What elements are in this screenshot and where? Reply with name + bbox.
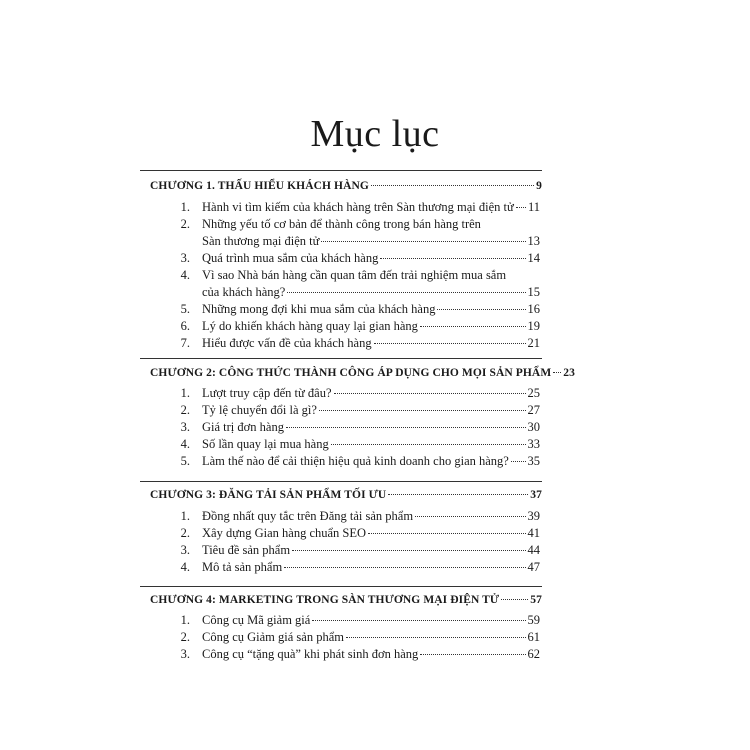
entry-page: 39	[527, 509, 540, 523]
dot-leader	[321, 241, 525, 242]
entry-number: 3.	[180, 647, 190, 661]
entry-page: 59	[527, 613, 540, 627]
entry-number: 1.	[180, 613, 190, 627]
entry-title: Tỷ lệ chuyển đổi là gì?	[202, 403, 317, 417]
chapter-page: 37	[530, 489, 542, 501]
entry-title-continued: Sàn thương mại điện tử	[202, 234, 320, 248]
entry-page: 14	[527, 251, 540, 265]
toc-entry	[170, 525, 540, 541]
chapter-divider	[140, 481, 542, 482]
toc-entry	[170, 419, 540, 435]
toc-entry	[170, 542, 540, 558]
dot-leader	[331, 444, 526, 445]
dot-leader	[553, 372, 561, 373]
chapter-divider	[140, 170, 542, 171]
chapter-page: 23	[563, 367, 575, 379]
dot-leader	[420, 654, 525, 655]
entry-page: 19	[527, 319, 540, 333]
toc-entry	[170, 318, 540, 334]
entry-number: 2.	[180, 526, 190, 540]
entry-number: 3.	[180, 251, 190, 265]
entry-page: 27	[527, 403, 540, 417]
entry-page: 16	[527, 302, 540, 316]
chapter-page: 57	[530, 594, 542, 606]
toc-entry	[170, 646, 540, 662]
chapter-divider	[140, 358, 542, 359]
entry-title: Làm thế nào để cải thiện hiệu quả kinh doanh cho gian hàng?	[202, 454, 509, 468]
toc-entry	[170, 301, 540, 317]
dot-leader	[516, 207, 526, 208]
entry-number: 4.	[180, 560, 190, 574]
entry-number: 2.	[180, 630, 190, 644]
entry-title: Số lần quay lại mua hàng	[202, 437, 329, 451]
dot-leader	[287, 292, 525, 293]
entry-page: 11	[527, 200, 540, 214]
dot-leader	[371, 185, 534, 186]
toc-entry	[170, 216, 540, 232]
dot-leader	[380, 258, 525, 259]
toc-entry	[170, 508, 540, 524]
toc-entry-continuation	[170, 284, 540, 300]
entry-title: Công cụ “tặng quà” khi phát sinh đơn hàng	[202, 647, 419, 661]
entry-number: 1.	[180, 200, 190, 214]
entry-title: Lý do khiến khách hàng quay lại gian hàng	[202, 319, 418, 333]
dot-leader	[334, 393, 526, 394]
entry-title: Hành vi tìm kiếm của khách hàng trên Sàn thương mại điện tử	[202, 200, 514, 214]
entry-page: 30	[527, 420, 540, 434]
entry-title: Đồng nhất quy tắc trên Đăng tải sản phẩm	[202, 509, 414, 523]
entry-page: 33	[527, 437, 540, 451]
entry-title: Hiểu được vấn đề của khách hàng	[202, 336, 372, 350]
dot-leader	[368, 533, 525, 534]
entry-page: 47	[527, 560, 540, 574]
entry-title: Những mong đợi khi mua sắm của khách hàng	[202, 302, 436, 316]
toc-entry	[170, 453, 540, 469]
page-title: Mục lục	[310, 113, 440, 155]
entry-number: 3.	[180, 420, 190, 434]
toc-entry	[170, 267, 540, 283]
toc-entry	[170, 199, 540, 215]
entry-title: Mô tả sản phẩm	[202, 560, 283, 574]
entry-title: Vì sao Nhà bán hàng cần quan tâm đến trải nghiệm mua sắm	[202, 268, 507, 282]
entry-title: Lượt truy cập đến từ đâu?	[202, 386, 332, 400]
entry-number: 2.	[180, 217, 190, 231]
entry-page: 62	[527, 647, 540, 661]
chapter-title: CHƯƠNG 2: CÔNG THỨC THÀNH CÔNG ÁP DỤNG CHO MỌI SẢN PHẨM	[150, 367, 552, 379]
entry-title: Những yếu tố cơ bản để thành công trong bán hàng trên	[202, 217, 481, 231]
entry-page: 15	[527, 285, 540, 299]
dot-leader	[284, 567, 525, 568]
chapter-heading	[150, 178, 542, 194]
toc-entry	[170, 250, 540, 266]
entry-number: 7.	[180, 336, 190, 350]
entry-number: 6.	[180, 319, 190, 333]
toc-entry	[170, 629, 540, 645]
chapter-title: CHƯƠNG 4: MARKETING TRONG SÀN THƯƠNG MẠI ĐIỆN TỬ	[150, 594, 500, 606]
entry-number: 1.	[180, 386, 190, 400]
chapter-title: CHƯƠNG 3: ĐĂNG TẢI SẢN PHẨM TỐI ƯU	[150, 489, 387, 501]
entry-title: Xây dựng Gian hàng chuẩn SEO	[202, 526, 367, 540]
toc-entry	[170, 559, 540, 575]
toc-entry	[170, 335, 540, 351]
toc-entry	[170, 385, 540, 401]
entry-number: 2.	[180, 403, 190, 417]
dot-leader	[286, 427, 526, 428]
dot-leader	[420, 326, 526, 327]
dot-leader	[319, 410, 526, 411]
toc-entry-continuation	[170, 233, 540, 249]
entry-page: 25	[527, 386, 540, 400]
chapter-page: 9	[536, 180, 542, 192]
chapter-heading	[150, 365, 575, 381]
dot-leader	[511, 461, 526, 462]
entry-title: Quá trình mua sắm của khách hàng	[202, 251, 379, 265]
dot-leader	[374, 343, 526, 344]
entry-title: Giá trị đơn hàng	[202, 420, 284, 434]
entry-page: 44	[527, 543, 540, 557]
chapter-heading	[150, 592, 542, 608]
entry-title: Tiêu đề sản phẩm	[202, 543, 291, 557]
chapter-divider	[140, 586, 542, 587]
entry-title: Công cụ Giảm giá sản phẩm	[202, 630, 344, 644]
entry-title: Công cụ Mã giảm giá	[202, 613, 311, 627]
dot-leader	[388, 494, 528, 495]
entry-number: 3.	[180, 543, 190, 557]
entry-number: 4.	[180, 268, 190, 282]
entry-page: 21	[527, 336, 540, 350]
dot-leader	[437, 309, 525, 310]
toc-entry	[170, 436, 540, 452]
entry-number: 5.	[180, 302, 190, 316]
entry-page: 41	[527, 526, 540, 540]
toc-entry	[170, 402, 540, 418]
toc-entry	[170, 612, 540, 628]
dot-leader	[501, 599, 528, 600]
dot-leader	[415, 516, 525, 517]
entry-title-continued: của khách hàng?	[202, 285, 286, 299]
entry-number: 1.	[180, 509, 190, 523]
chapter-title: CHƯƠNG 1. THẤU HIỂU KHÁCH HÀNG	[150, 180, 369, 192]
chapter-heading	[150, 487, 542, 503]
dot-leader	[346, 637, 526, 638]
entry-page: 35	[527, 454, 540, 468]
dot-leader	[292, 550, 525, 551]
entry-number: 5.	[180, 454, 190, 468]
entry-page: 61	[527, 630, 540, 644]
entry-number: 4.	[180, 437, 190, 451]
dot-leader	[312, 620, 525, 621]
entry-page: 13	[527, 234, 540, 248]
